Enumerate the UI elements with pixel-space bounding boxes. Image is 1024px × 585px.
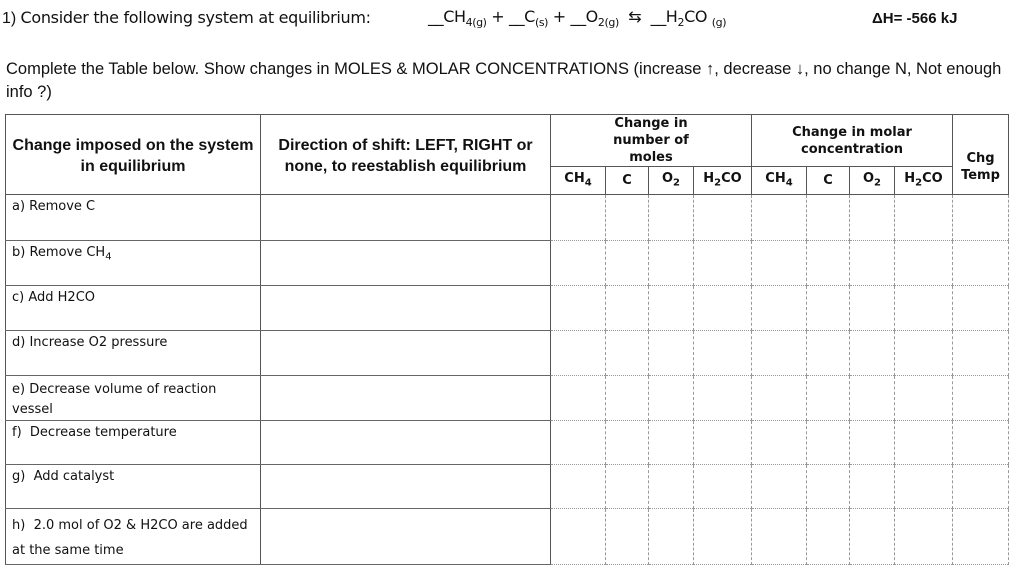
enthalpy-value: ΔH= -566 kJ xyxy=(872,10,958,27)
row-label: d) Increase O2 pressure xyxy=(6,331,261,376)
conc-h2co: $H_2CO$ xyxy=(895,167,953,195)
eq-ch4: __CH xyxy=(428,7,466,26)
table-row xyxy=(6,195,1009,241)
row-label: a) Remove C xyxy=(6,195,261,241)
temp-header-top: Chg xyxy=(953,115,1009,167)
direction-cell[interactable] xyxy=(261,421,551,465)
chemical-equation xyxy=(428,7,726,29)
equilibrium-arrow-icon: ⇆ xyxy=(628,7,642,26)
direction-cell[interactable] xyxy=(261,509,551,565)
row-label: e) Decrease volume of reaction vessel xyxy=(6,376,261,421)
table-row xyxy=(6,241,1009,286)
table-row xyxy=(6,465,1009,509)
table-row xyxy=(6,331,1009,376)
eq-o2-sub: 2(g) xyxy=(597,16,619,30)
table-row xyxy=(6,286,1009,331)
eq-ch4-sub: 4(g) xyxy=(465,16,487,30)
direction-cell[interactable] xyxy=(261,465,551,509)
moles-h2co: $H_2CO$ xyxy=(694,167,752,195)
instructions: Complete the Table below. Show changes in MOLES & MOLAR CONCENTRATIONS (increase ↑, decrease ↓, no change N, Not enough info ?) xyxy=(6,60,1002,101)
conc-c: C xyxy=(807,167,850,195)
eq-h2co-sub: 2 xyxy=(677,16,685,30)
eq-h2co: __H xyxy=(650,7,678,26)
conc-o2: $O_2$ xyxy=(850,167,895,195)
direction-cell[interactable] xyxy=(261,195,551,241)
conc-ch4: $CH_4$ xyxy=(752,167,807,195)
eq-c: __C xyxy=(508,7,535,26)
eq-h2co-rest: CO xyxy=(684,7,708,26)
moles-o2: $O_2$ xyxy=(649,167,694,195)
question-number: 1) xyxy=(2,10,17,27)
question-prompt: Consider the following system at equilibrium: xyxy=(20,8,371,27)
direction-cell[interactable] xyxy=(261,331,551,376)
row-label: f) Decrease temperature xyxy=(6,421,261,465)
direction-cell[interactable] xyxy=(261,286,551,331)
conc-group-header: Change in molar concentration xyxy=(752,115,953,167)
direction-cell[interactable] xyxy=(261,241,551,286)
eq-plus: + xyxy=(552,7,566,26)
row-label: b) Remove $CH_4$ xyxy=(6,241,261,286)
eq-h2co-state: (g) xyxy=(711,16,727,30)
direction-cell[interactable] xyxy=(261,376,551,421)
moles-c: C xyxy=(606,167,649,195)
temp-header-bottom: Temp xyxy=(953,167,1009,195)
eq-o2: __O xyxy=(570,7,598,26)
question-line xyxy=(2,8,371,28)
eq-c-sub: (s) xyxy=(534,16,549,30)
table-row xyxy=(6,421,1009,465)
row-label: g) Add catalyst xyxy=(6,465,261,509)
col-header-direction: Direction of shift: LEFT, RIGHT or none, to reestablish equilibrium xyxy=(261,115,551,195)
moles-group-header: Change in number of moles xyxy=(551,115,752,167)
col-header-change: Change imposed on the system in equilibrium xyxy=(6,115,261,195)
table-row xyxy=(6,376,1009,421)
table-row xyxy=(6,509,1009,565)
equilibrium-table xyxy=(5,114,1009,565)
moles-ch4: $CH_4$ xyxy=(551,167,606,195)
row-label: h) 2.0 mol of O2 & H2CO are added at the same time xyxy=(6,509,261,565)
row-label: c) Add H2CO xyxy=(6,286,261,331)
eq-plus: + xyxy=(491,7,505,26)
